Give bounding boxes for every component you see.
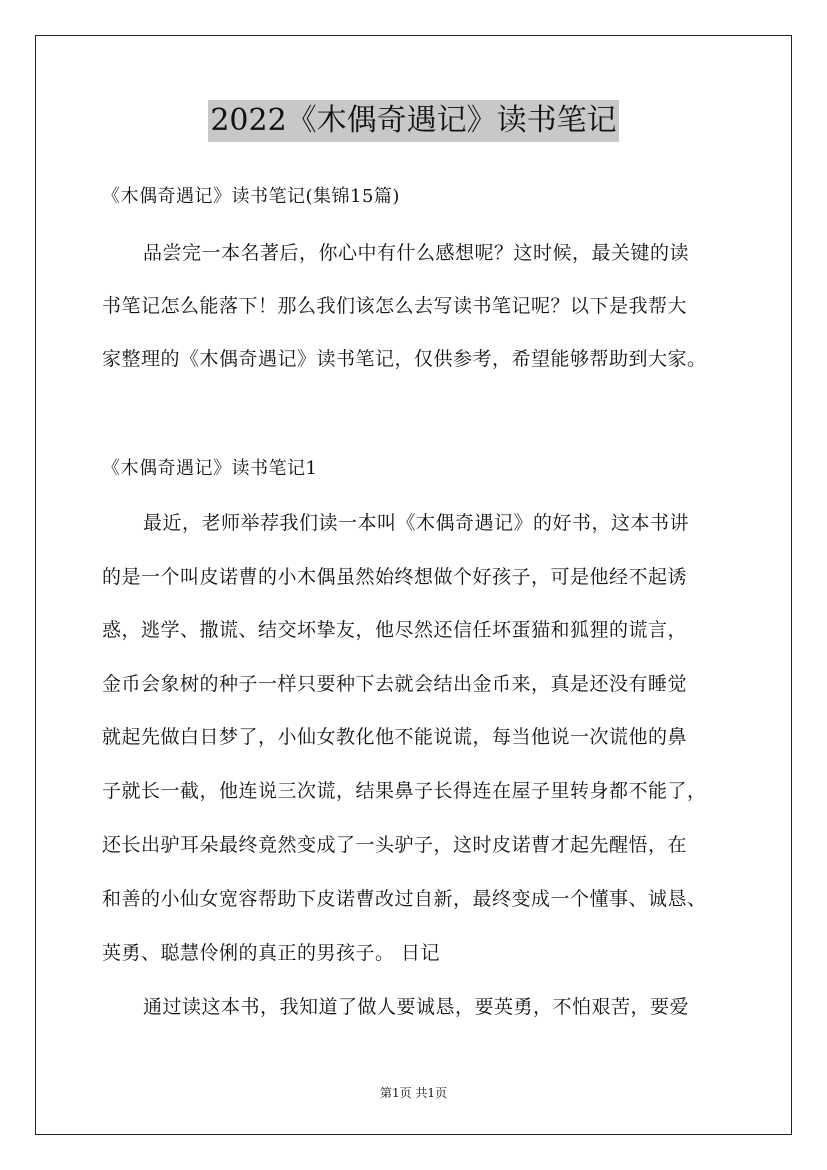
body-line: 英勇、聪慧伶俐的真正的男孩子。 日记: [102, 942, 441, 964]
body-line: 通过读这本书，我知道了做人要诚恳，要英勇，不怕艰苦，要爱: [143, 996, 690, 1018]
body-line: 和善的小仙女宽容帮助下皮诺曹改过自新，最终变成一个懂事、诚恳、: [102, 888, 707, 910]
body-line: 就起先做白日梦了，小仙女教化他不能说谎，每当他说一次谎他的鼻: [102, 726, 688, 748]
intro-line: 书笔记怎么能落下！那么我们该怎么去写读书笔记呢？以下是我帮大: [102, 295, 688, 317]
body-line: 的是一个叫皮诺曹的小木偶虽然始终想做个好孩子，可是他经不起诱: [102, 566, 688, 588]
document-title: 2022《木偶奇遇记》读书笔记: [208, 100, 618, 142]
intro-line: 家整理的《木偶奇遇记》读书笔记，仅供参考，希望能够帮助到大家。: [102, 348, 707, 370]
page-footer: 第1页 共1页: [379, 1086, 448, 1100]
body-line: 最近，老师举荐我们读一本叫《木偶奇遇记》的好书，这本书讲: [143, 512, 690, 534]
body-line: 惑，逃学、撒谎、结交坏挚友，他尽然还信任坏蛋猫和狐狸的谎言，: [102, 619, 688, 641]
body-line: 金币会象树的种子一样只要种下去就会结出金币来，真是还没有睡觉: [102, 673, 688, 695]
body-line: 还长出驴耳朵最终竟然变成了一头驴子，这时皮诺曹才起先醒悟，在: [102, 834, 688, 856]
body-line: 子就长一截，他连说三次谎，结果鼻子长得连在屋子里转身都不能了，: [102, 780, 707, 802]
intro-line: 品尝完一本名著后，你心中有什么感想呢？这时候，最关键的读: [143, 242, 690, 264]
section-heading: 《木偶奇遇记》读书笔记1: [102, 458, 318, 479]
document-subtitle: 《木偶奇遇记》读书笔记(集锦15篇): [102, 186, 400, 207]
